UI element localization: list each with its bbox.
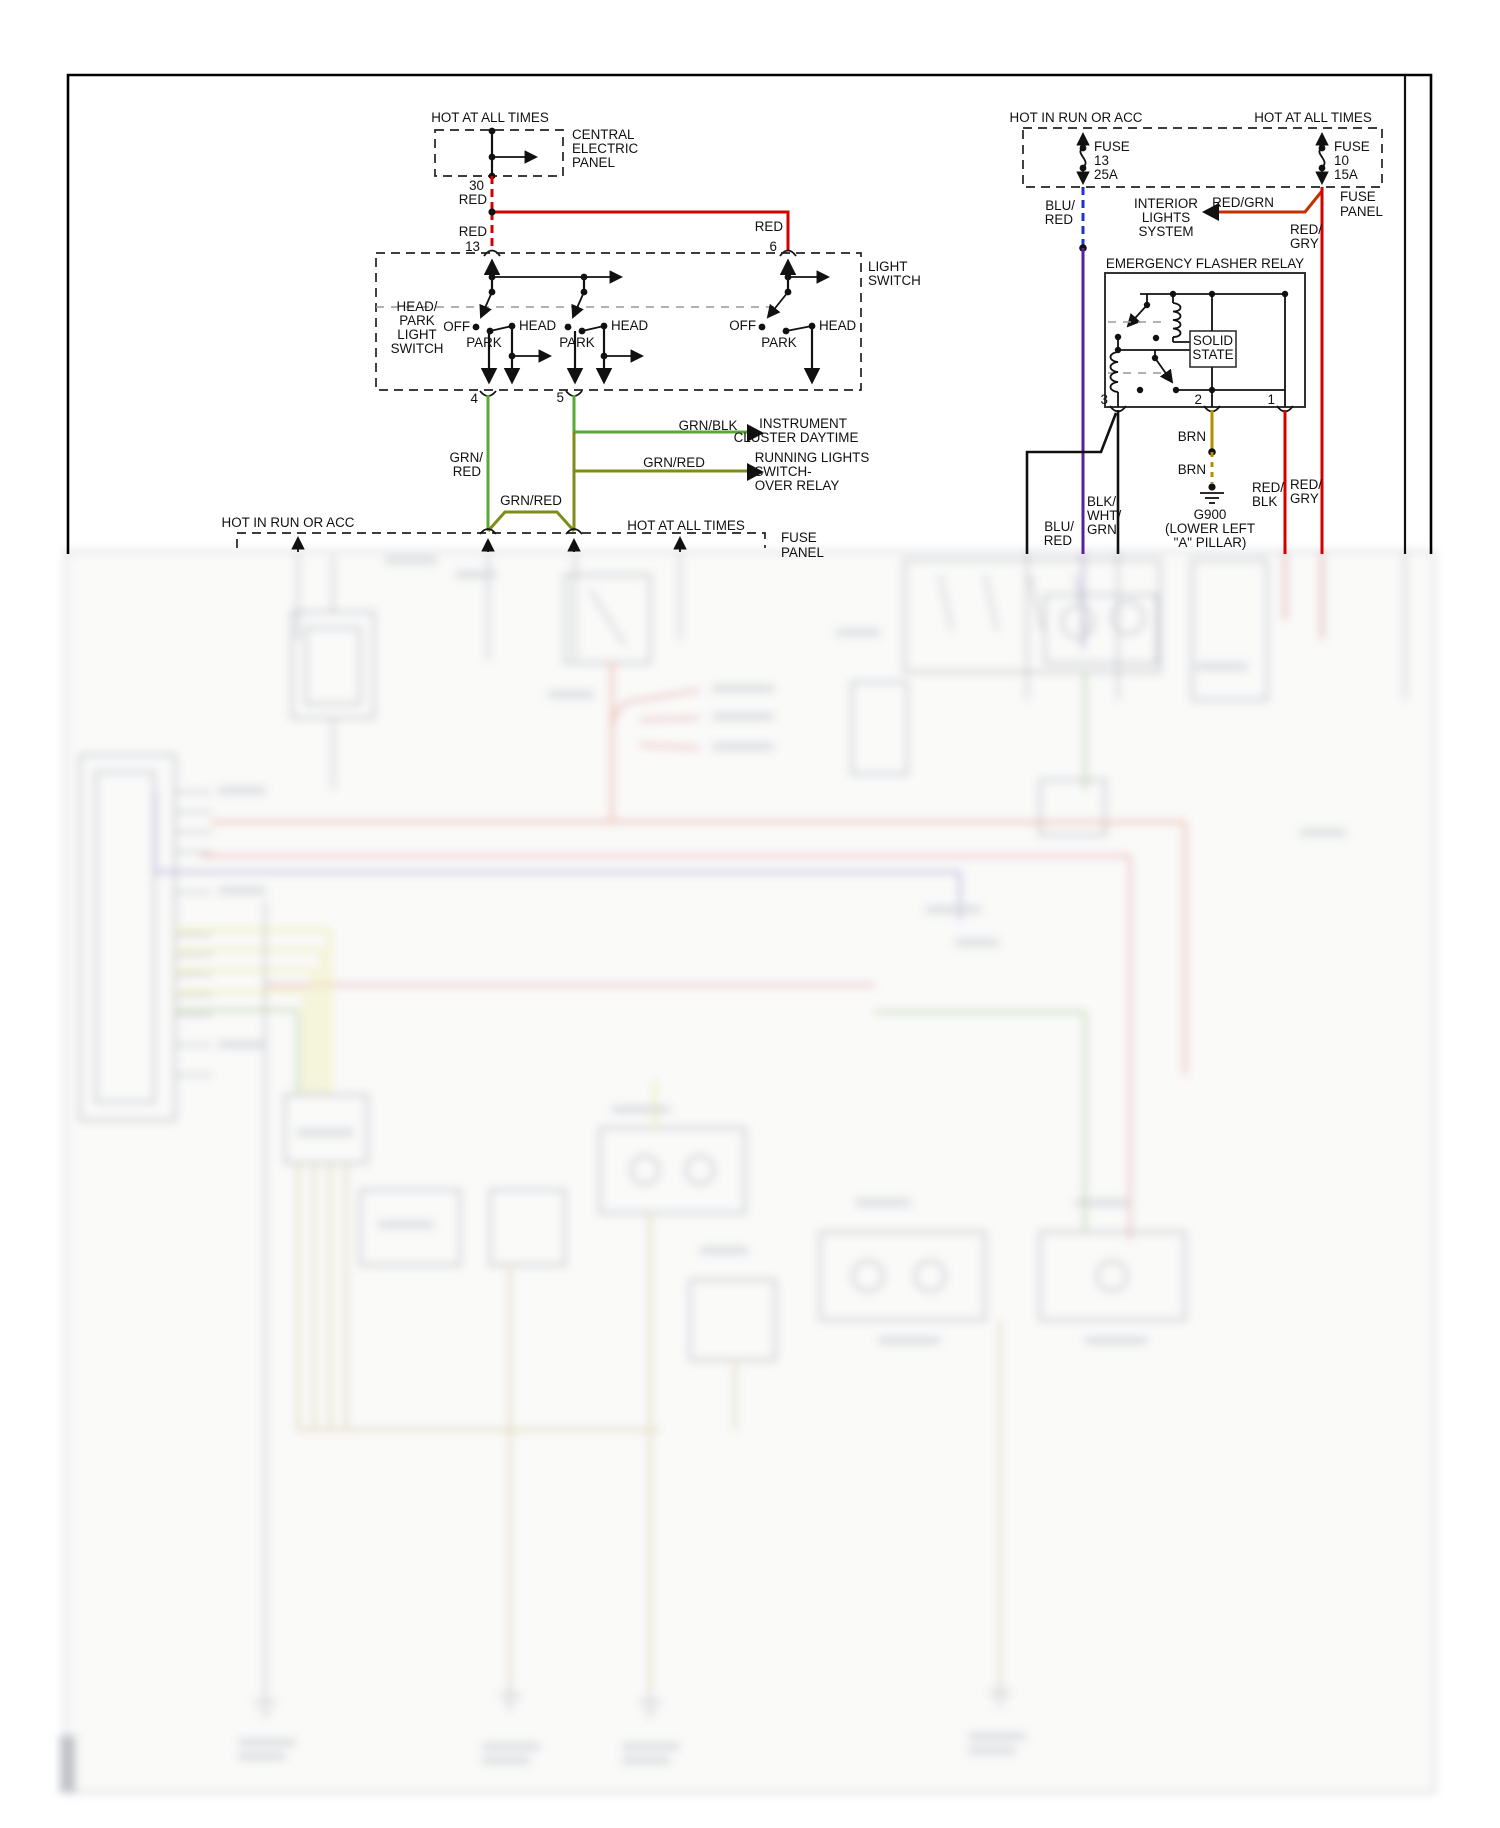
relay-output-wires (1027, 410, 1322, 554)
red-wire-label-b: RED (458, 224, 487, 239)
relay-terminal-3-label: 3 (1100, 392, 1108, 407)
red-grn-label: RED/GRN (1212, 195, 1274, 210)
switch-a (443, 261, 621, 382)
fuse-panel-right-label-1: FUSE (1340, 189, 1376, 204)
solid-state-label-1: SOLID (1192, 333, 1234, 348)
grn-red-jumper (488, 512, 574, 531)
cep-label-2: ELECTRIC (572, 141, 639, 156)
cep-feed-wires (459, 176, 796, 256)
fuse-13 (1080, 134, 1130, 183)
fuse13-label-1: FUSE (1094, 139, 1130, 154)
ground-symbol-g900 (1200, 483, 1224, 503)
grn-blk-label: GRN/BLK (678, 418, 738, 433)
grn-red-vert-label-2: RED (452, 464, 481, 479)
head-label-1: HEAD (519, 318, 557, 333)
running-lights-label-1: RUNNING LIGHTS (754, 450, 870, 465)
grn-red-branch-label: GRN/RED (643, 455, 705, 470)
terminal-5-label: 5 (556, 390, 564, 405)
red-wire-label-c: RED (754, 219, 783, 234)
light-switch-label-1: LIGHT (868, 259, 908, 274)
fuse-panel-right-label-2: PANEL (1340, 204, 1383, 219)
park-label-1: PARK (466, 335, 502, 350)
running-lights-label-2: SWITCH- (754, 464, 812, 479)
blk-wht-grn-label-3: GRN (1087, 522, 1117, 537)
blu-red-label-2b: RED (1043, 533, 1072, 548)
blu-red-label-1a: BLU/ (1045, 198, 1075, 213)
g900-label-3: "A" PILLAR) (1173, 535, 1247, 550)
fuse10-label-1: FUSE (1334, 139, 1370, 154)
light-switch-label-2: SWITCH (868, 273, 921, 288)
red-gry-label-2a: RED/ (1290, 477, 1322, 492)
hot-in-run-or-acc-right-label: HOT IN RUN OR ACC (1009, 110, 1143, 125)
interior-lights-label-3: SYSTEM (1138, 224, 1194, 239)
head-park-label-3: LIGHT (397, 327, 437, 342)
grn-red-vert-label-1: GRN/ (449, 450, 483, 465)
grn-red-jumper-label: GRN/RED (500, 493, 562, 508)
hot-at-all-times-bottom-label: HOT AT ALL TIMES (627, 518, 745, 533)
instrument-cluster-label-2: CLUSTER DAYTIME (733, 430, 859, 445)
relay-title: EMERGENCY FLASHER RELAY (1105, 256, 1305, 271)
head-label-2: HEAD (611, 318, 649, 333)
g900-label-1: G900 (1193, 507, 1227, 522)
fuse-panel-left-label-2: PANEL (781, 545, 824, 560)
blurred-diagram-section (60, 552, 1434, 1793)
terminal-4-label: 4 (470, 391, 478, 406)
emergency-flasher-relay (1101, 256, 1305, 412)
red-blk-label-1: RED/ (1252, 480, 1284, 495)
switch-c (729, 261, 856, 382)
fuse13-label-2: 13 (1094, 153, 1109, 168)
light-switch-output-wires (450, 395, 870, 531)
brn-label-2: BRN (1177, 462, 1206, 477)
fuse10-label-2: 10 (1334, 153, 1349, 168)
park-label-3: PARK (761, 335, 797, 350)
relay-terminal-1-label: 1 (1267, 392, 1275, 407)
blk-wht-grn-label-2: WHT/ (1087, 508, 1122, 523)
terminal-30-label: 30 (469, 178, 484, 193)
brn-label-1: BRN (1177, 429, 1206, 444)
head-park-label-4: SWITCH (390, 341, 444, 356)
blu-red-label-2a: BLU/ (1044, 519, 1074, 534)
instrument-cluster-label-1: INSTRUMENT (759, 416, 847, 431)
cep-label-3: PANEL (572, 155, 615, 170)
red-gry-label-2b: GRY (1290, 491, 1319, 506)
terminal-6-label: 6 (769, 239, 777, 254)
central-electric-panel (431, 110, 638, 179)
interior-lights-label-2: LIGHTS (1141, 210, 1191, 225)
blu-red-label-1b: RED (1044, 212, 1073, 227)
fuse-panel-left-label-1: FUSE (781, 530, 817, 545)
fuse10-label-3: 15A (1334, 167, 1358, 182)
hot-in-run-or-acc-left-label: HOT IN RUN OR ACC (221, 515, 355, 530)
light-switch (376, 253, 921, 406)
blk-wht-grn-label-1: BLK/ (1087, 494, 1117, 509)
red-gry-label-1b: GRY (1290, 236, 1319, 251)
switch-b (559, 277, 648, 382)
terminal-13-label: 13 (465, 239, 480, 254)
head-label-3: HEAD (819, 318, 857, 333)
sharp-diagram-section (68, 75, 1431, 560)
cep-label-1: CENTRAL (572, 127, 635, 142)
head-park-label-1: HEAD/ (396, 299, 438, 314)
red-blk-label-2: BLK (1252, 494, 1278, 509)
solid-state-label-2: STATE (1192, 347, 1234, 362)
g900-label-2: (LOWER LEFT (1164, 521, 1256, 536)
page-border (68, 75, 1431, 554)
red-gry-label-1a: RED/ (1290, 222, 1322, 237)
head-park-label-2: PARK (399, 313, 435, 328)
hot-at-all-times-right-label: HOT AT ALL TIMES (1254, 110, 1372, 125)
interior-lights-label-1: INTERIOR (1134, 196, 1198, 211)
red-wire-label-a: RED (458, 192, 487, 207)
hot-at-all-times-label: HOT AT ALL TIMES (431, 110, 549, 125)
relay-terminal-2-label: 2 (1194, 392, 1202, 407)
fuse-10 (1319, 134, 1370, 183)
fuse13-label-3: 25A (1094, 167, 1118, 182)
off-label-1: OFF (443, 319, 470, 334)
running-lights-label-3: OVER RELAY (754, 478, 840, 493)
park-label-2: PARK (559, 335, 595, 350)
off-label-3: OFF (729, 318, 756, 333)
